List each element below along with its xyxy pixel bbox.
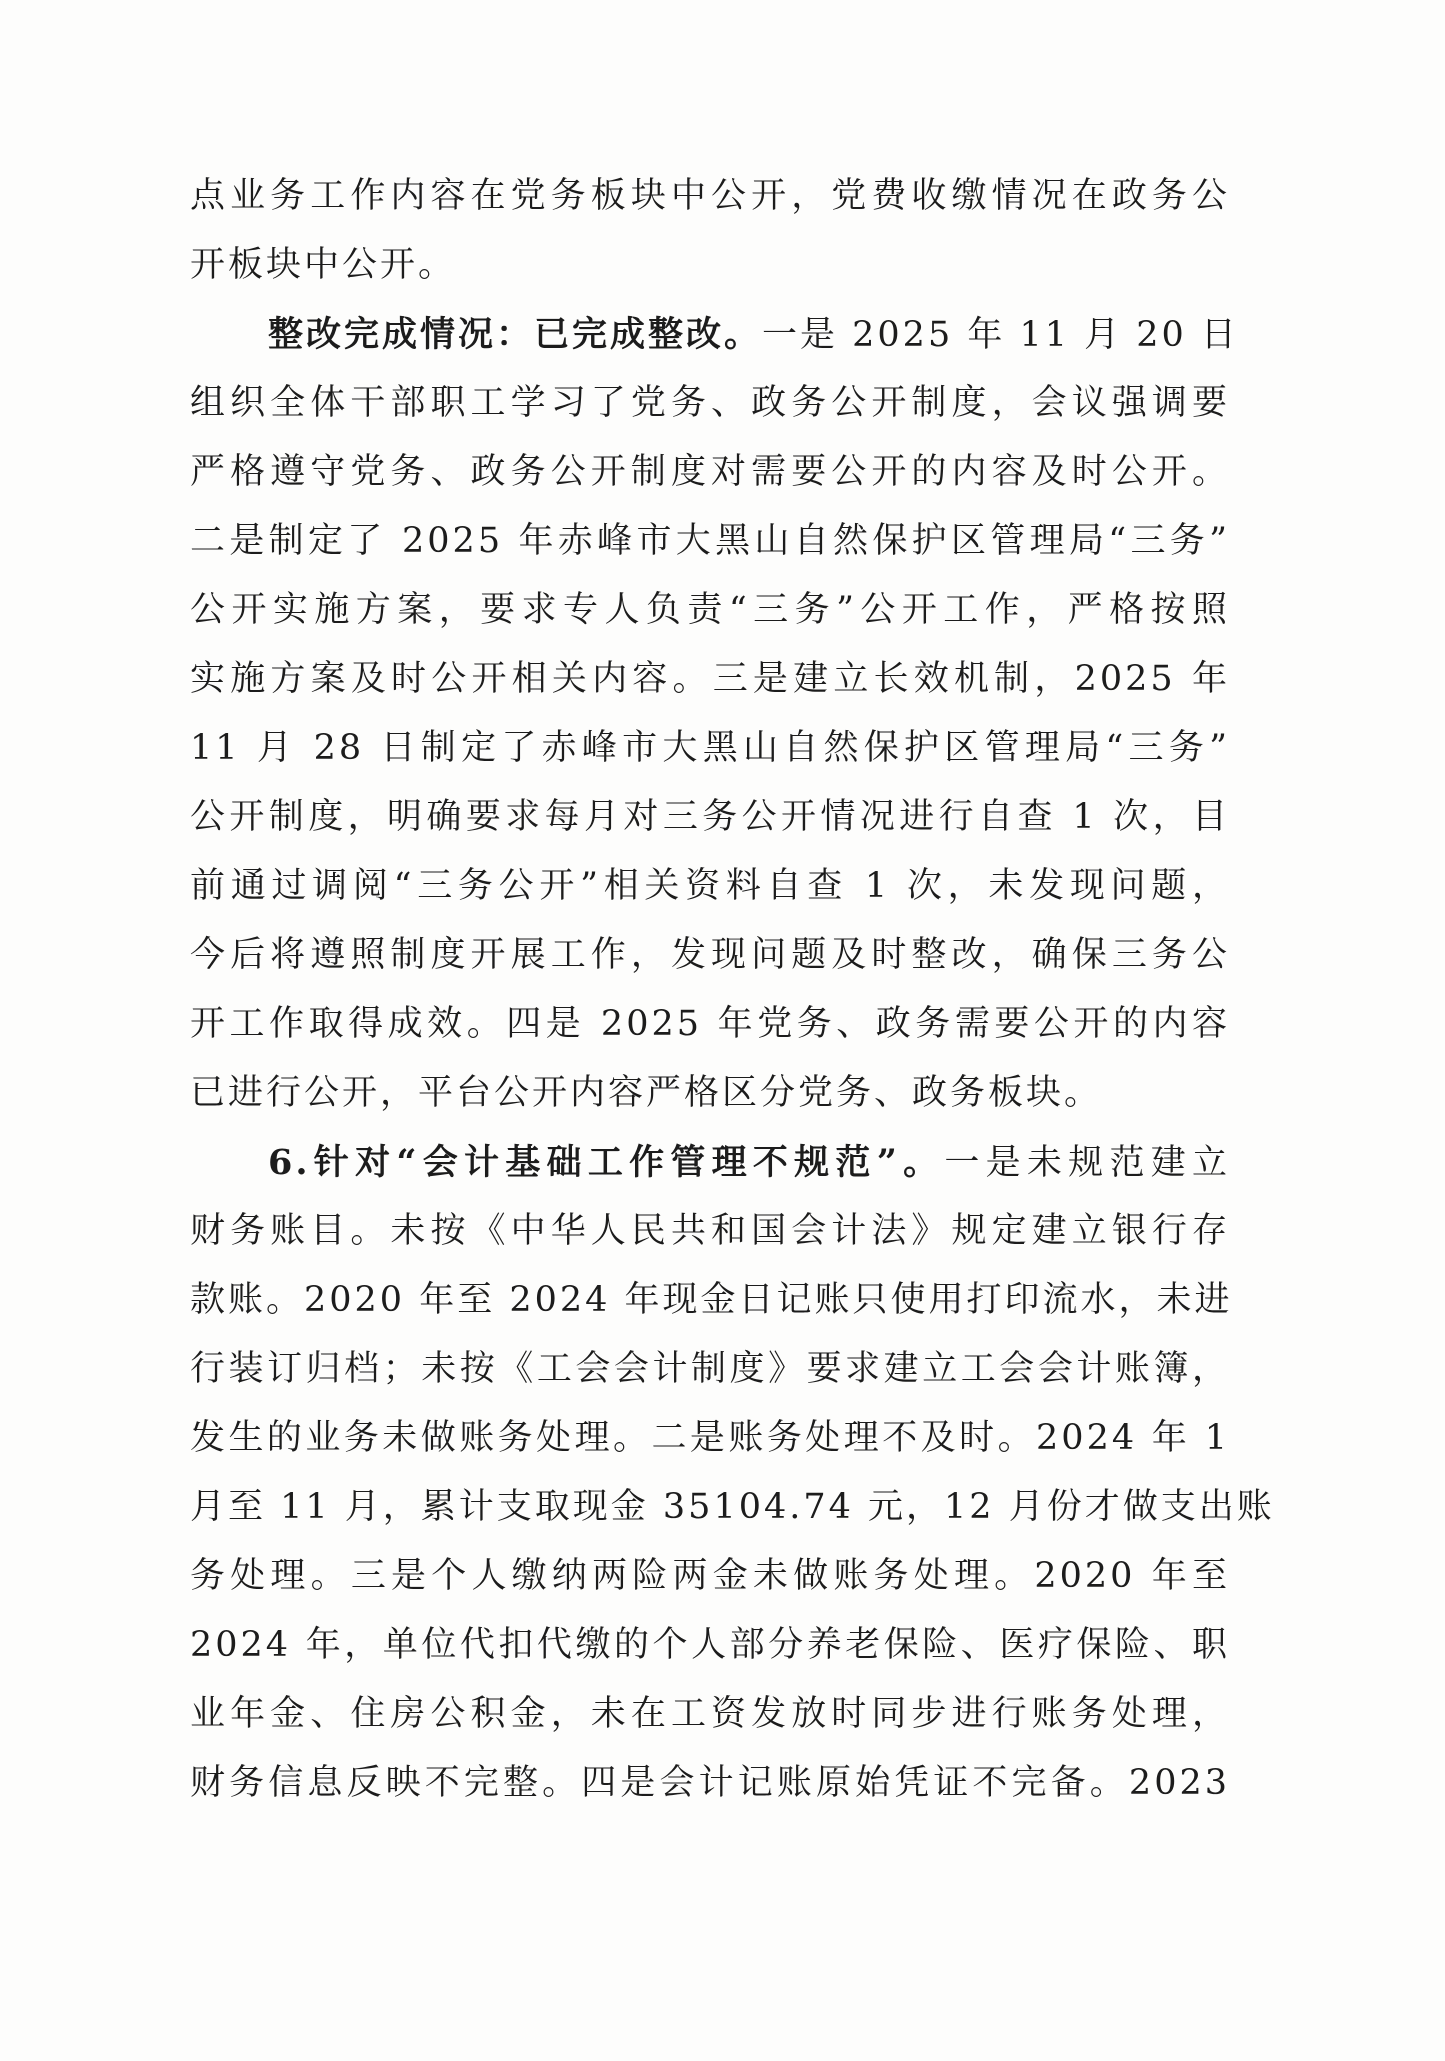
text-line: 开板块中公开。 [190, 245, 457, 285]
text-line: 组织全体干部职工学习了党务、政务公开制度，会议强调要 [190, 383, 1230, 423]
text-line: 实施方案及时公开相关内容。三是建立长效机制，2025 年 [190, 659, 1230, 699]
text-line: 二是制定了 2025 年赤峰市大黑山自然保护区管理局“三务” [190, 521, 1230, 561]
paragraph-first-line [190, 300, 1239, 369]
text-line: 2024 年，单位代扣代缴的个人部分养老保险、医疗保险、职 [190, 1625, 1230, 1665]
text-line: 业年金、住房公积金，未在工资发放时同步进行账务处理， [190, 1694, 1230, 1734]
section-heading: 6.针对“会计基础工作管理不规范”。 [268, 1142, 945, 1183]
text-line: 今后将遵照制度开展工作，发现问题及时整改，确保三务公 [190, 935, 1230, 975]
text-line: 发生的业务未做账务处理。二是账务处理不及时。2024 年 1 [190, 1418, 1230, 1458]
text-line: 务处理。三是个人缴纳两险两金未做账务处理。2020 年至 [190, 1556, 1230, 1596]
text-run: 一是未规范建立 [944, 1143, 1230, 1183]
text-line: 公开实施方案，要求专人负责“三务”公开工作，严格按照 [190, 590, 1230, 630]
section-heading: 整改完成情况：已完成整改。 [268, 314, 763, 355]
document-body [190, 162, 1275, 1818]
paragraph-first-line [190, 1128, 1230, 1197]
text-line: 财务信息反映不完整。四是会计记账原始凭证不完备。2023 [190, 1763, 1230, 1803]
text-line: 点业务工作内容在党务板块中公开，党费收缴情况在政务公 [190, 176, 1230, 216]
text-line: 月至 11 月，累计支取现金 35104.74 元，12 月份才做支出账 [190, 1487, 1275, 1527]
text-line: 行装订归档；未按《工会会计制度》要求建立工会会计账簿， [190, 1349, 1230, 1389]
text-line: 前通过调阅“三务公开”相关资料自查 1 次，未发现问题， [190, 866, 1230, 906]
text-line: 11 月 28 日制定了赤峰市大黑山自然保护区管理局“三务” [190, 728, 1230, 768]
text-line: 公开制度，明确要求每月对三务公开情况进行自查 1 次，目 [190, 797, 1230, 837]
text-line: 已进行公开，平台公开内容严格区分党务、政务板块。 [190, 1073, 1103, 1113]
text-line: 严格遵守党务、政务公开制度对需要公开的内容及时公开。 [190, 452, 1230, 492]
text-line: 财务账目。未按《中华人民共和国会计法》规定建立银行存 [190, 1211, 1230, 1251]
text-run: 一是 2025 年 11 月 20 日 [762, 315, 1239, 355]
text-line: 开工作取得成效。四是 2025 年党务、政务需要公开的内容 [190, 1004, 1230, 1044]
text-line: 款账。2020 年至 2024 年现金日记账只使用打印流水，未进 [190, 1280, 1233, 1320]
